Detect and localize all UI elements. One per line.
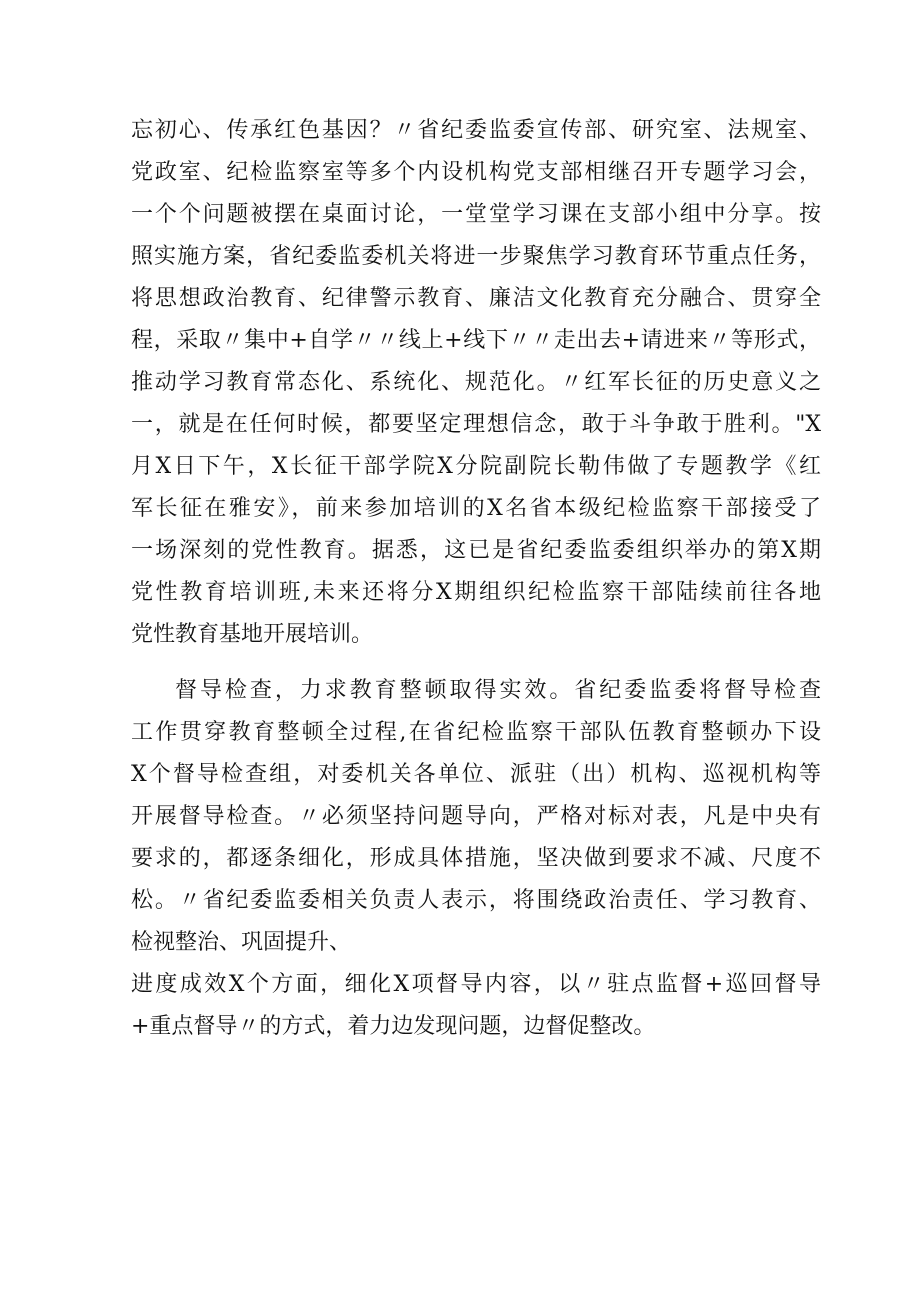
paragraph-line: +重点督导〃的方式，着力边发现问题，边督促整改。 xyxy=(131,1014,656,1039)
paragraph-line: 开展督导检查。〃必须坚持问题导向，严格对标对表，凡是中央有 xyxy=(131,804,821,829)
paragraph-line: 照实施方案，省纪委监委机关将进一步聚焦学习教育环节重点任务， xyxy=(131,244,821,269)
paragraph-line: 松。〃省纪委监委相关负责人表示，将围绕政治责任、学习教育、 xyxy=(131,888,821,913)
paragraph-1 xyxy=(131,110,821,656)
paragraph-line: 检视整治、巩固提升、 xyxy=(131,930,352,955)
document-body xyxy=(131,110,821,1048)
paragraph-3 xyxy=(131,964,821,1048)
paragraph-line: 进度成效X个方面，细化X项督导内容，以〃驻点监督+巡回督导 xyxy=(131,972,821,997)
paragraph-line: 程，采取〃集中+自学〃〃线上+线下〃〃走出去+请进来〃等形式， xyxy=(131,328,821,353)
paragraph-2 xyxy=(131,670,821,964)
paragraph-line: X个督导检查组，对委机关各单位、派驻（出）机构、巡视机构等 xyxy=(131,762,821,787)
paragraph-spacer xyxy=(131,656,821,670)
paragraph-line: 要求的，都逐条细化，形成具体措施，坚决做到要求不减、尺度不 xyxy=(131,846,821,871)
paragraph-line: 督导检查，力求教育整顿取得实效。省纪委监委将督导检查 xyxy=(175,678,821,703)
paragraph-line: 党政室、纪检监察室等多个内设机构党支部相继召开专题学习会， xyxy=(131,160,821,185)
paragraph-line: 推动学习教育常态化、系统化、规范化。〃红军长征的历史意义之 xyxy=(131,370,821,395)
paragraph-line: 一场深刻的党性教育。据悉，这已是省纪委监委组织举办的第X期 xyxy=(131,538,821,563)
paragraph-line: 一，就是在任何时候，都要坚定理想信念，敢于斗争敢于胜利。"X xyxy=(131,412,821,437)
paragraph-line: 月X日下午，X长征干部学院X分院副院长勒伟做了专题教学《红 xyxy=(131,454,821,479)
paragraph-line: 党性教育培训班,未来还将分X期组织纪检监察干部陆续前往各地 xyxy=(131,580,821,605)
paragraph-line: 一个个问题被摆在桌面讨论，一堂堂学习课在支部小组中分享。按 xyxy=(131,202,821,227)
paragraph-line: 忘初心、传承红色基因？〃省纪委监委宣传部、研究室、法规室、 xyxy=(131,118,821,143)
paragraph-line: 党性教育基地开展培训。 xyxy=(131,622,374,647)
paragraph-line: 军长征在雅安》，前来参加培训的X名省本级纪检监察干部接受了 xyxy=(131,496,821,521)
paragraph-line: 工作贯穿教育整顿全过程,在省纪检监察干部队伍教育整顿办下设 xyxy=(131,720,821,745)
paragraph-line: 将思想政治教育、纪律警示教育、廉洁文化教育充分融合、贯穿全 xyxy=(131,286,821,311)
